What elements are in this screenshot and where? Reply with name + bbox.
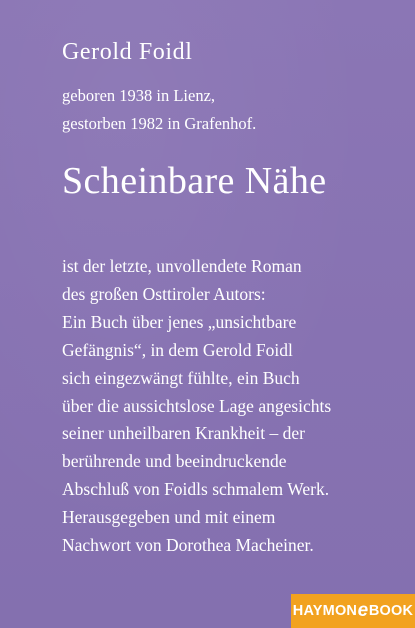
- logo-e-text: e: [357, 600, 369, 621]
- author-bio: [62, 82, 256, 138]
- blurb-line: seiner unheilbaren Krankheit – der: [62, 423, 305, 444]
- blurb-line: Nachwort von Dorothea Macheiner.: [62, 535, 314, 556]
- blurb-line: sich eingezwängt fühlte, ein Buch: [62, 367, 300, 388]
- logo-brand-text: HAYMON: [292, 603, 358, 619]
- blurb-line: Herausgegeben und mit einem: [62, 507, 276, 528]
- blurb-line: berührende und beeindruckende: [62, 451, 287, 472]
- blurb-line: Gefängnis“, in dem Gerold Foidl: [62, 339, 293, 360]
- blurb-line: Ein Buch über jenes „unsichtbare: [62, 311, 297, 332]
- bio-line: geboren 1938 in Lienz,: [62, 86, 216, 105]
- blurb-line: über die aussichtslose Lage angesichts: [62, 395, 332, 416]
- haymon-ebook-logo: [291, 594, 415, 628]
- blurb-line: ist der letzte, unvollendete Roman: [62, 256, 302, 276]
- book-blurb: [62, 253, 331, 560]
- blurb-line: Abschluß von Foidls schmalem Werk.: [62, 479, 330, 500]
- author-name: Gerold Foidl: [62, 39, 193, 65]
- logo-book-text: BOOK: [368, 603, 414, 619]
- bio-line: gestorben 1982 in Grafenhof.: [62, 114, 257, 133]
- book-title: Scheinbare Nähe: [62, 160, 327, 202]
- blurb-line: des großen Osttiroler Autors:: [62, 283, 266, 304]
